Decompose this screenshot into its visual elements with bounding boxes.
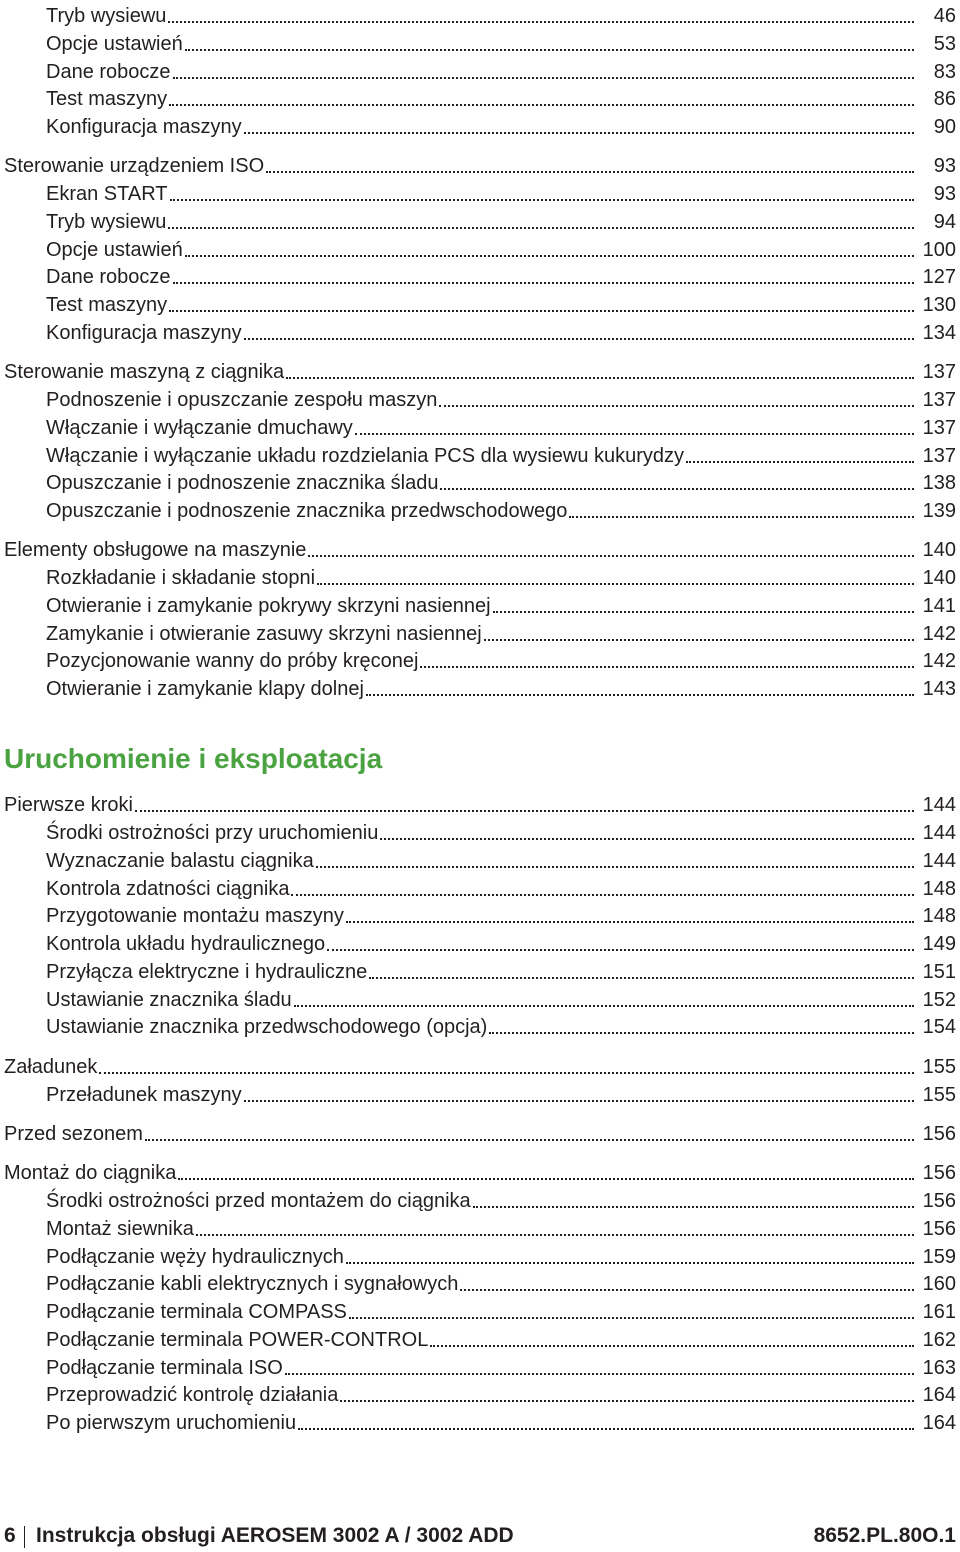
toc-entry-page: 151 [922, 961, 956, 983]
toc-entry-title: Przyłącza elektryczne i hydrauliczne [46, 961, 368, 983]
toc-entry-page: 164 [922, 1412, 956, 1434]
toc-entry-title: Podnoszenie i opuszczanie zespołu maszyn [46, 389, 438, 411]
toc-entry-title: Zamykanie i otwieranie zasuwy skrzyni nasiennej [46, 623, 482, 645]
toc-entry[interactable] [0, 590, 960, 618]
dot-leader [244, 1100, 914, 1102]
footer-page-number: 6 [4, 1524, 16, 1547]
toc-entry[interactable] [0, 1379, 960, 1407]
toc-entry-page: 154 [922, 1016, 956, 1038]
dot-leader [366, 694, 914, 696]
toc-entry-title: Elementy obsługowe na maszynie [4, 539, 307, 561]
toc-entry-title: Sterowanie maszyną z ciągnika [4, 361, 285, 383]
toc-entry[interactable] [0, 28, 960, 56]
toc-entry[interactable] [0, 178, 960, 206]
toc-entry-title: Podłączanie terminala ISO [46, 1357, 283, 1379]
toc-entry-title: Pierwsze kroki [4, 794, 133, 816]
toc-entry-title: Podłączanie kabli elektrycznych i sygnałowych [46, 1273, 459, 1295]
toc-entry-title: Test maszyny [46, 294, 168, 316]
toc-entry[interactable] [0, 789, 960, 817]
toc-entry-title: Ekran START [46, 183, 168, 205]
toc-entry-page: 144 [922, 822, 956, 844]
toc-entry-page: 163 [922, 1357, 956, 1379]
toc-entry[interactable] [0, 1213, 960, 1241]
toc-entry-title: Opcje ustawień [46, 239, 183, 261]
toc-entry-page: 156 [922, 1190, 956, 1212]
toc-entry-page: 143 [922, 678, 956, 700]
toc-entry-page: 142 [922, 623, 956, 645]
toc-entry-page: 90 [933, 116, 956, 138]
toc-entry-title: Opuszczanie i podnoszenie znacznika śladu [46, 472, 439, 494]
toc-entry-title: Konfiguracja maszyny [46, 322, 242, 344]
toc-entry-page: 159 [922, 1246, 956, 1268]
toc-entry-page: 148 [922, 905, 956, 927]
toc-entry[interactable] [0, 56, 960, 84]
toc-entry-page: 93 [933, 155, 956, 177]
toc-entry-page: 156 [922, 1218, 956, 1240]
toc-entry[interactable] [0, 928, 960, 956]
toc-entry[interactable] [0, 356, 960, 384]
dot-leader [168, 21, 914, 23]
dot-leader [169, 104, 914, 106]
dot-leader [196, 1234, 914, 1236]
toc-entry-page: 46 [933, 5, 956, 27]
dot-leader [349, 1317, 914, 1319]
toc-entry[interactable] [0, 1324, 960, 1352]
toc-entry-page: 127 [922, 266, 956, 288]
dot-leader [298, 1428, 914, 1430]
toc-entry-title: Opuszczanie i podnoszenie znacznika przedwschodowego [46, 500, 568, 522]
toc-entry-title: Przeprowadzić kontrolę działania [46, 1384, 339, 1406]
dot-leader [439, 405, 914, 407]
toc-entry-title: Przed sezonem [4, 1123, 143, 1145]
toc-entry[interactable] [0, 984, 960, 1012]
toc-entry-title: Przeładunek maszyny [46, 1084, 242, 1106]
toc-entry[interactable] [0, 111, 960, 139]
toc-entry[interactable] [0, 261, 960, 289]
toc-entry-title: Przygotowanie montażu maszyny [46, 905, 344, 927]
toc-entry[interactable] [0, 440, 960, 468]
section-heading: Uruchomienie i eksploatacja [4, 743, 383, 774]
dot-leader [266, 171, 914, 173]
toc-entry-title: Podłączanie terminala COMPASS [46, 1301, 347, 1323]
toc-entry[interactable] [0, 150, 960, 178]
toc-entry[interactable] [0, 1352, 960, 1380]
toc-entry-page: 142 [922, 650, 956, 672]
toc-entry[interactable] [0, 873, 960, 901]
toc-entry-page: 144 [922, 794, 956, 816]
toc-entry[interactable] [0, 534, 960, 562]
toc-entry-title: Opcje ustawień [46, 33, 183, 55]
toc-entry-page: 141 [922, 595, 956, 617]
toc-entry-page: 93 [933, 183, 956, 205]
dot-leader [135, 810, 914, 812]
dot-leader [168, 227, 914, 229]
toc-entry-title: Środki ostrożności przed montażem do ciągnika [46, 1190, 471, 1212]
toc-entry[interactable] [0, 317, 960, 345]
toc-entry[interactable] [0, 1296, 960, 1324]
dot-leader [420, 666, 914, 668]
toc-entry[interactable] [0, 845, 960, 873]
footer-divider [24, 1526, 25, 1548]
toc-entry-title: Włączanie i wyłączanie układu rozdzielania PCS dla wysiewu kukurydzy [46, 445, 685, 467]
dot-leader [185, 255, 914, 257]
toc-entry[interactable] [0, 412, 960, 440]
toc-entry[interactable] [0, 289, 960, 317]
toc-entry[interactable] [0, 83, 960, 111]
toc-entry-page: 164 [922, 1384, 956, 1406]
dot-leader [185, 49, 914, 51]
footer-doc-code: 8652.PL.80O.1 [813, 1524, 956, 1547]
toc-entry[interactable] [0, 562, 960, 590]
dot-leader [173, 77, 914, 79]
toc-entry[interactable] [0, 206, 960, 234]
toc-entry-page: 53 [933, 33, 956, 55]
dot-leader [460, 1289, 914, 1291]
toc-entry-title: Wyznaczanie balastu ciągnika [46, 850, 314, 872]
toc-entry-title: Konfiguracja maszyny [46, 116, 242, 138]
footer-title: Instrukcja obsługi AEROSEM 3002 A / 3002 ADD [36, 1524, 514, 1547]
toc-entry-page: 139 [922, 500, 956, 522]
toc-entry-title: Podłączanie węży hydraulicznych [46, 1246, 344, 1268]
toc-entry[interactable] [0, 1011, 960, 1039]
toc-entry-page: 138 [922, 472, 956, 494]
toc-entry-title: Podłączanie terminala POWER-CONTROL [46, 1329, 429, 1351]
toc-entry-title: Ustawianie znacznika śladu [46, 989, 292, 1011]
toc-entry[interactable] [0, 495, 960, 523]
toc-entry-page: 148 [922, 878, 956, 900]
dot-leader [430, 1345, 914, 1347]
dot-leader [346, 921, 914, 923]
toc-entry[interactable] [0, 234, 960, 262]
toc-entry-page: 161 [922, 1301, 956, 1323]
toc-entry-title: Środki ostrożności przy uruchomieniu [46, 822, 379, 844]
toc-entry-title: Otwieranie i zamykanie pokrywy skrzyni nasiennej [46, 595, 491, 617]
dot-leader [346, 1262, 914, 1264]
dot-leader [369, 977, 914, 979]
toc-entry[interactable] [0, 1118, 960, 1146]
toc-entry-page: 134 [922, 322, 956, 344]
toc-entry-title: Tryb wysiewu [46, 5, 167, 27]
toc-entry-page: 156 [922, 1162, 956, 1184]
toc-entry-title: Dane robocze [46, 61, 171, 83]
dot-leader [291, 894, 914, 896]
toc-entry-page: 94 [933, 211, 956, 233]
dot-leader [473, 1206, 914, 1208]
toc-entry[interactable] [0, 673, 960, 701]
toc-entry[interactable] [0, 1079, 960, 1107]
toc-entry-title: Ustawianie znacznika przedwschodowego (opcja) [46, 1016, 488, 1038]
dot-leader [99, 1072, 914, 1074]
toc-entry-page: 100 [922, 239, 956, 261]
toc-entry[interactable] [0, 956, 960, 984]
toc-entry-title: Włączanie i wyłączanie dmuchawy [46, 417, 353, 439]
toc-entry-page: 130 [922, 294, 956, 316]
toc-entry-title: Montaż do ciągnika [4, 1162, 177, 1184]
toc-entry[interactable] [0, 384, 960, 412]
toc-entry[interactable] [0, 0, 960, 28]
toc-entry-page: 137 [922, 361, 956, 383]
toc-entry-page: 140 [922, 567, 956, 589]
toc-entry-title: Kontrola zdatności ciągnika [46, 878, 290, 900]
toc-entry[interactable] [0, 817, 960, 845]
dot-leader [145, 1139, 914, 1141]
dot-leader [317, 583, 914, 585]
toc-entry[interactable] [0, 1051, 960, 1079]
dot-leader [170, 199, 914, 201]
toc-entry-title: Sterowanie urządzeniem ISO [4, 155, 265, 177]
dot-leader [169, 310, 914, 312]
toc-entry[interactable] [0, 467, 960, 495]
toc-entry-title: Po pierwszym uruchomieniu [46, 1412, 297, 1434]
toc-entry-page: 144 [922, 850, 956, 872]
toc-entry-title: Otwieranie i zamykanie klapy dolnej [46, 678, 364, 700]
toc-entry[interactable] [0, 618, 960, 646]
toc-entry-page: 156 [922, 1123, 956, 1145]
toc-entry-title: Dane robocze [46, 266, 171, 288]
toc-entry-page: 152 [922, 989, 956, 1011]
dot-leader [493, 611, 914, 613]
dot-leader [173, 282, 914, 284]
dot-leader [244, 338, 914, 340]
dot-leader [355, 433, 914, 435]
toc-entry-page: 155 [922, 1084, 956, 1106]
toc-entry[interactable] [0, 1407, 960, 1435]
dot-leader [316, 866, 914, 868]
dot-leader [285, 1373, 914, 1375]
dot-leader [308, 555, 914, 557]
toc-entry-page: 86 [933, 88, 956, 110]
dot-leader [244, 132, 914, 134]
toc-entry-title: Załadunek [4, 1056, 98, 1078]
toc-entry[interactable] [0, 1185, 960, 1213]
toc-entry[interactable] [0, 645, 960, 673]
dot-leader [686, 461, 914, 463]
toc-entry-title: Rozkładanie i składanie stopni [46, 567, 316, 589]
toc-entry[interactable] [0, 1268, 960, 1296]
toc-entry-page: 140 [922, 539, 956, 561]
toc-entry-page: 137 [922, 445, 956, 467]
toc-entry-page: 160 [922, 1273, 956, 1295]
toc-entry-page: 162 [922, 1329, 956, 1351]
toc-entry-page: 149 [922, 933, 956, 955]
dot-leader [327, 949, 914, 951]
toc-entry-title: Pozycjonowanie wanny do próby kręconej [46, 650, 419, 672]
toc-entry-page: 155 [922, 1056, 956, 1078]
toc-entry-page: 137 [922, 389, 956, 411]
dot-leader [569, 516, 914, 518]
dot-leader [178, 1178, 914, 1180]
toc-entry[interactable] [0, 1241, 960, 1269]
toc-entry[interactable] [0, 900, 960, 928]
dot-leader [340, 1400, 914, 1402]
toc-entry-page: 137 [922, 417, 956, 439]
dot-leader [440, 488, 914, 490]
toc-entry-title: Test maszyny [46, 88, 168, 110]
dot-leader [286, 377, 914, 379]
toc-entry-title: Montaż siewnika [46, 1218, 194, 1240]
toc-entry[interactable] [0, 1157, 960, 1185]
dot-leader [484, 639, 914, 641]
toc-entry-title: Tryb wysiewu [46, 211, 167, 233]
page-footer [0, 1520, 960, 1552]
dot-leader [294, 1005, 914, 1007]
dot-leader [380, 838, 914, 840]
toc-entry-page: 83 [933, 61, 956, 83]
toc-entry-title: Kontrola układu hydraulicznego [46, 933, 326, 955]
dot-leader [489, 1032, 914, 1034]
